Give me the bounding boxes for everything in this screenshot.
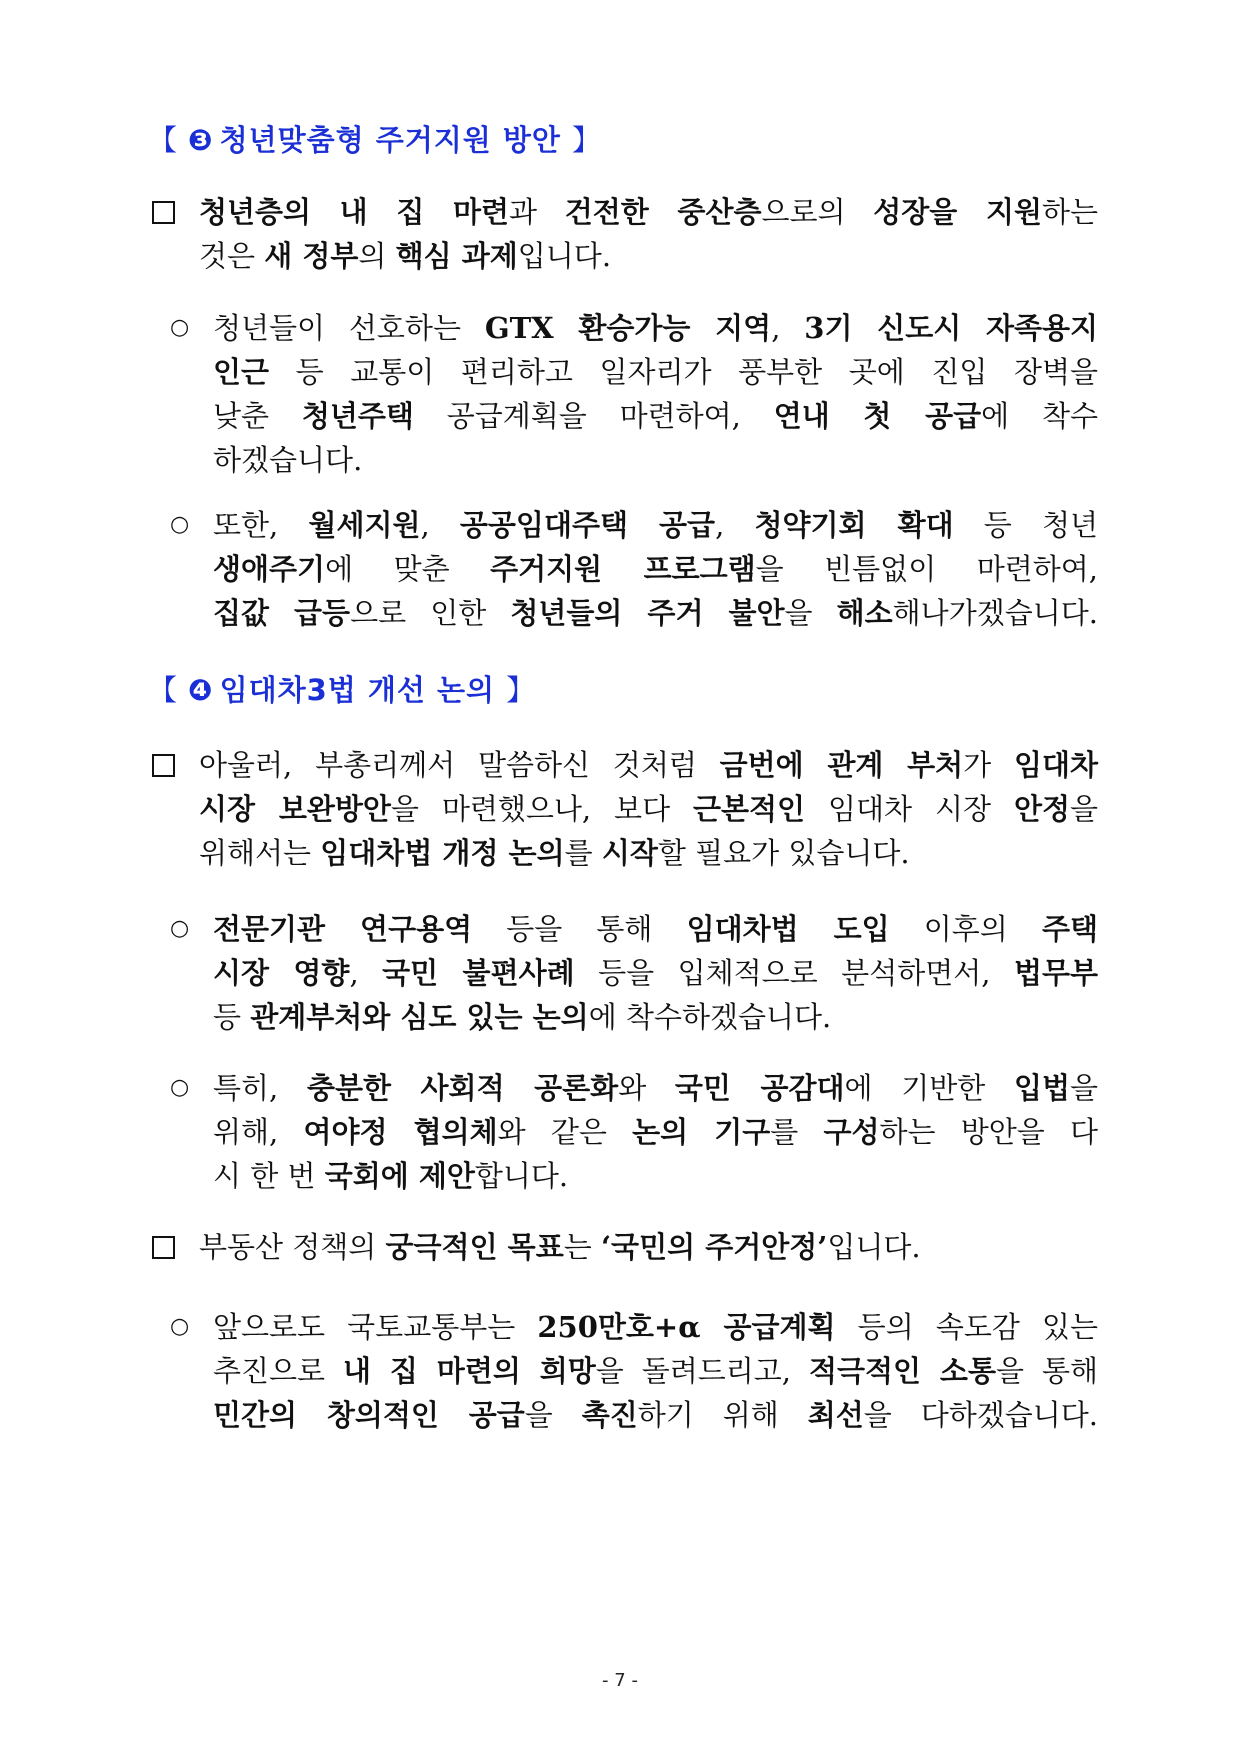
section-3-heading bbox=[148, 118, 602, 159]
square-bullet-icon bbox=[152, 754, 175, 777]
text-line: 위해, 여야정 협의체와 같은 논의 기구를 구성하는 방안을 다 bbox=[213, 1115, 1098, 1149]
text-line: 부동산 정책의 궁극적인 목표는 ‘국민의 주거안정’입니다. bbox=[199, 1230, 921, 1264]
text-line: 전문기관 연구용역 등을 통해 임대차법 도입 이후의 주택 bbox=[213, 912, 1098, 946]
text-line: 위해서는 임대차법 개정 논의를 시작할 필요가 있습니다. bbox=[199, 836, 910, 870]
paragraph-box-1 bbox=[152, 190, 1098, 278]
bracket-open: 【 bbox=[148, 673, 179, 707]
bracket-close: 】 bbox=[572, 123, 603, 157]
paragraph-box-2 bbox=[152, 743, 1098, 875]
square-bullet-icon bbox=[152, 1236, 175, 1259]
text-line: 아울러, 부총리께서 말씀하신 것처럼 금번에 관계 부처가 임대차 bbox=[199, 748, 1098, 782]
text-line: 생애주기에 맞춘 주거지원 프로그램을 빈틈없이 마련하여, bbox=[213, 552, 1098, 586]
paragraph-circle-2 bbox=[170, 503, 1098, 635]
paragraph-circle-5 bbox=[170, 1305, 1098, 1437]
text-line: 집값 급등으로 인한 청년들의 주거 불안을 해소해나가겠습니다. bbox=[213, 596, 1098, 630]
paragraph-circle-3 bbox=[170, 907, 1098, 1039]
page-number: - 7 - bbox=[602, 1670, 638, 1691]
text-line: 특히, 충분한 사회적 공론화와 국민 공감대에 기반한 입법을 bbox=[213, 1071, 1098, 1105]
text-line: 민간의 창의적인 공급을 촉진하기 위해 최선을 다하겠습니다. bbox=[213, 1398, 1098, 1432]
bracket-open: 【 bbox=[148, 123, 179, 157]
text-line: 것은 새 정부의 핵심 과제입니다. bbox=[199, 239, 612, 273]
text-line: 시장 보완방안을 마련했으나, 보다 근본적인 임대차 시장 안정을 bbox=[199, 792, 1098, 826]
bracket-close: 】 bbox=[506, 673, 537, 707]
circle-bullet-icon: ○ bbox=[170, 512, 190, 537]
circle-bullet-icon: ○ bbox=[170, 916, 190, 941]
text-line: 시 한 번 국회에 제안합니다. bbox=[213, 1159, 569, 1193]
text-line: 추진으로 내 집 마련의 희망을 돌려드리고, 적극적인 소통을 통해 bbox=[213, 1354, 1098, 1388]
circle-bullet-icon: ○ bbox=[170, 1314, 190, 1339]
text-line: 인근 등 교통이 편리하고 일자리가 풍부한 곳에 진입 장벽을 bbox=[213, 355, 1098, 389]
circle-bullet-icon: ○ bbox=[170, 315, 190, 340]
paragraph-circle-4 bbox=[170, 1066, 1098, 1198]
paragraph-box-3 bbox=[152, 1225, 1098, 1269]
section-number-badge: ❸ bbox=[188, 123, 214, 157]
circle-bullet-icon: ○ bbox=[170, 1075, 190, 1100]
text-line: 청년들이 선호하는 GTX 환승가능 지역, 3기 신도시 자족용지 bbox=[213, 311, 1099, 345]
square-bullet-icon bbox=[152, 201, 175, 224]
text-line: 청년층의 내 집 마련과 건전한 중산층으로의 성장을 지원하는 bbox=[199, 195, 1099, 229]
text-line: 시장 영향, 국민 불편사례 등을 입체적으로 분석하면서, 법무부 bbox=[213, 956, 1099, 990]
text-line: 앞으로도 국토교통부는 250만호+α 공급계획 등의 속도감 있는 bbox=[213, 1310, 1098, 1344]
text-line: 하겠습니다. bbox=[213, 443, 363, 477]
section-4-heading bbox=[148, 668, 536, 709]
text-line: 또한, 월세지원, 공공임대주택 공급, 청약기회 확대 등 청년 bbox=[213, 508, 1099, 542]
text-line: 등 관계부처와 심도 있는 논의에 착수하겠습니다. bbox=[213, 1000, 832, 1034]
section-title: 청년맞춤형 주거지원 방안 bbox=[219, 123, 561, 157]
paragraph-circle-1 bbox=[170, 306, 1098, 482]
section-number-badge: ❹ bbox=[188, 673, 214, 707]
text-line: 낮춘 청년주택 공급계획을 마련하여, 연내 첫 공급에 착수 bbox=[213, 399, 1098, 433]
section-title: 임대차3법 개선 논의 bbox=[219, 673, 496, 707]
